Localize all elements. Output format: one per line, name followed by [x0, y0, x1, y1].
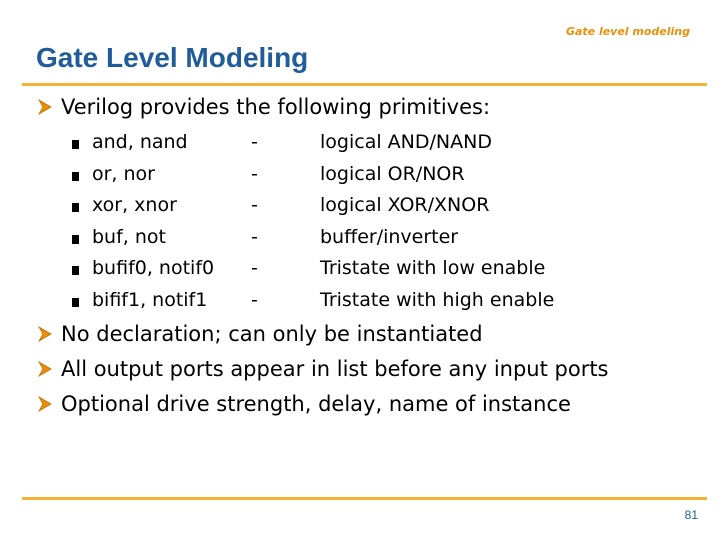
square-bullet-icon — [72, 235, 79, 244]
primitive-dash: - — [251, 162, 258, 185]
primitive-dash: - — [251, 194, 258, 216]
primitive-dash: - — [251, 225, 258, 248]
square-bullet-icon — [72, 266, 79, 275]
bullet-optional-drive — [36, 392, 571, 416]
slide-title: Gate Level Modeling — [36, 42, 309, 73]
primitive-name: xor, xnor — [92, 194, 177, 216]
page-number: 81 — [684, 508, 698, 522]
primitive-desc: buffer/inverter — [320, 225, 459, 248]
primitive-name: and, nand — [92, 131, 188, 153]
primitive-dash: - — [251, 131, 258, 153]
intro-text: Verilog provides the following primitives: — [61, 95, 491, 119]
primitive-name: bifif1, notif1 — [92, 288, 208, 311]
primitive-name: buf, not — [92, 225, 166, 248]
arrow-bullet-icon — [36, 394, 54, 414]
primitive-desc: logical AND/NAND — [320, 131, 492, 153]
primitive-desc: logical OR/NOR — [320, 162, 465, 185]
square-bullet-icon — [72, 203, 79, 212]
primitive-name: bufif0, notif0 — [92, 257, 215, 279]
square-bullet-icon — [72, 298, 79, 307]
primitive-desc: Tristate with low enable — [320, 257, 546, 279]
bullet-no-declaration — [36, 322, 483, 346]
arrow-bullet-icon — [36, 324, 54, 344]
bullet-text: Optional drive strength, delay, name of instance — [61, 392, 571, 416]
header-tag: Gate level modeling — [565, 25, 690, 38]
bullet-text: All output ports appear in list before any input ports — [61, 357, 609, 381]
primitive-desc: logical XOR/XNOR — [320, 194, 490, 216]
square-bullet-icon — [72, 172, 79, 181]
arrow-bullet-icon — [36, 97, 54, 117]
top-rule — [22, 83, 707, 86]
intro-bullet — [36, 95, 490, 119]
primitive-dash: - — [251, 257, 258, 279]
bullet-output-ports — [36, 357, 609, 381]
primitive-name: or, nor — [92, 162, 155, 185]
arrow-bullet-icon — [36, 359, 54, 379]
bottom-rule — [22, 497, 707, 500]
bullet-text: No declaration; can only be instantiated — [61, 322, 483, 346]
square-bullet-icon — [72, 140, 79, 149]
primitive-dash: - — [251, 288, 258, 311]
primitive-desc: Tristate with high enable — [320, 288, 555, 311]
